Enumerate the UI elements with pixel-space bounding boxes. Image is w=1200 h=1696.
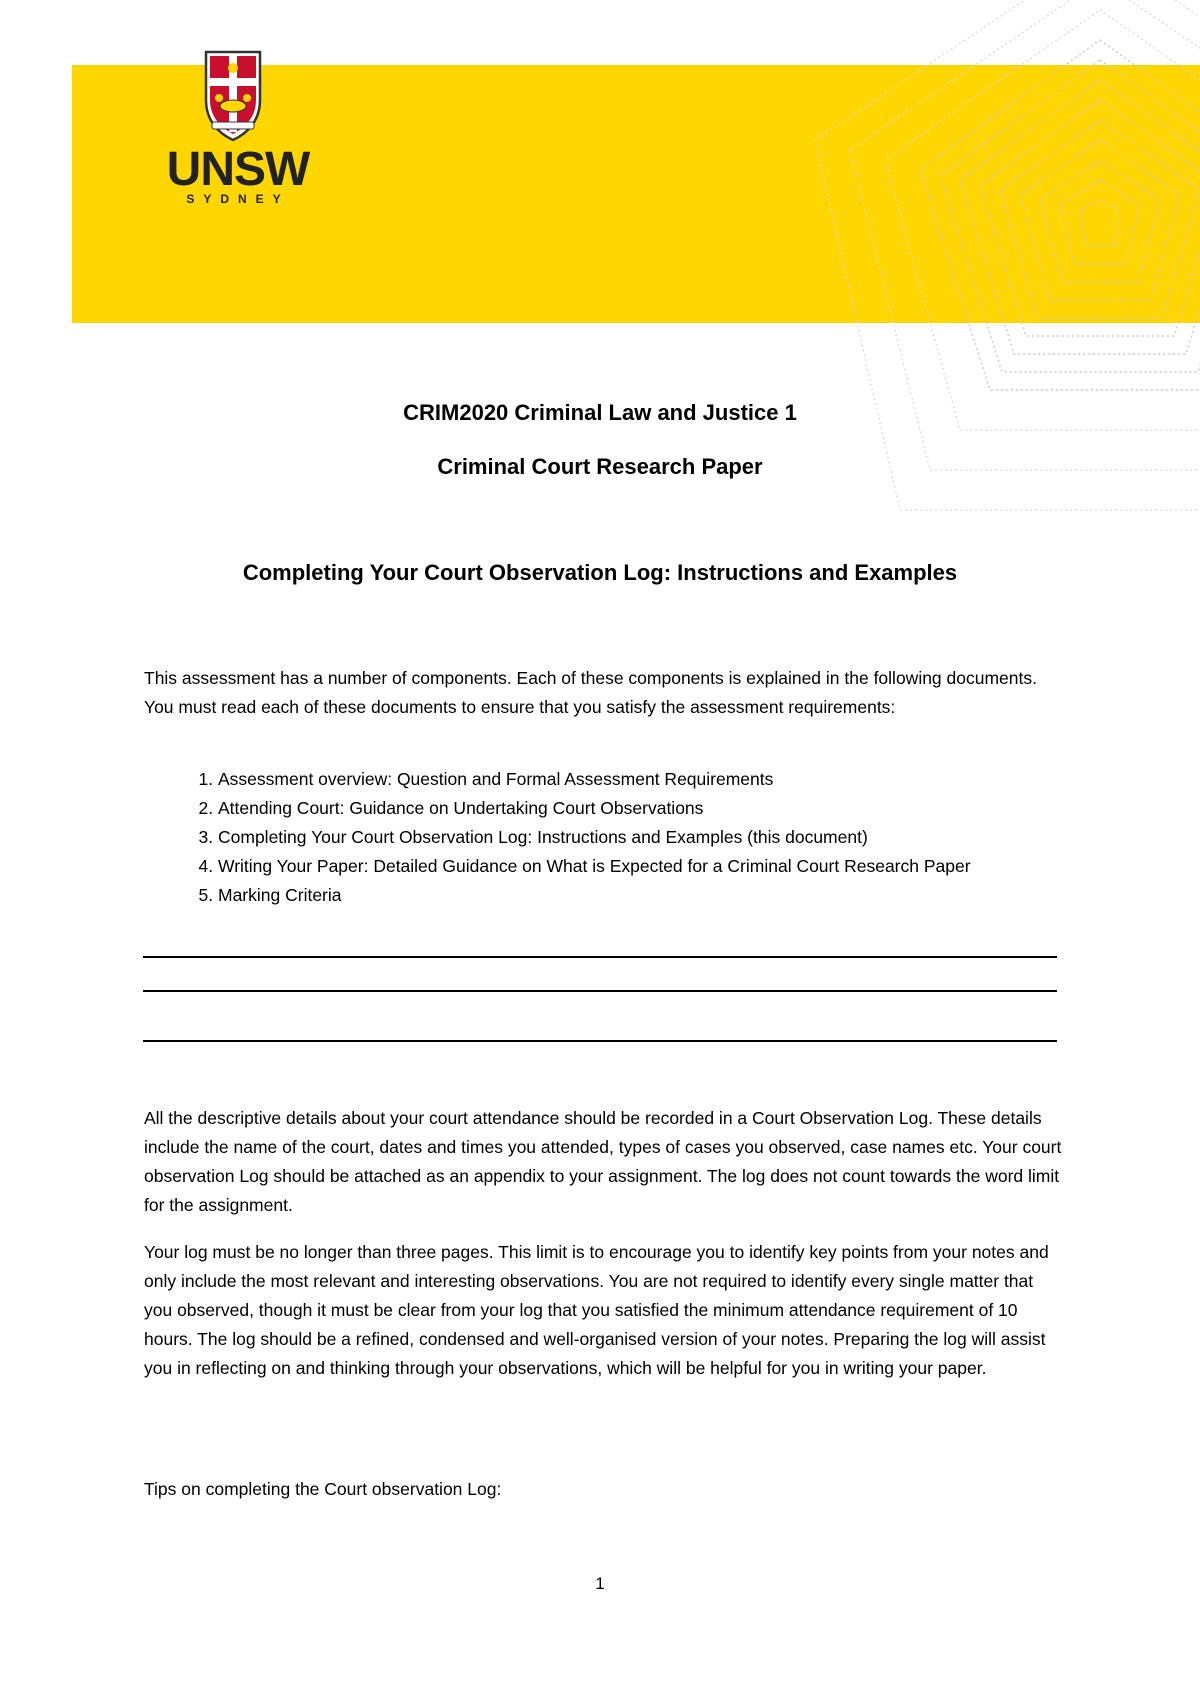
tips-heading: Tips on completing the Court observation Log: [144,1479,502,1499]
crest-icon [202,48,264,144]
list-item: 5. Marking Criteria [218,881,1138,910]
decorative-pattern [740,0,1200,520]
university-wordmark: UNSW [166,143,310,196]
list-item: 1. Assessment overview: Question and Formal Assessment Requirements [218,765,1138,794]
course-title: CRIM2020 Criminal Law and Justice 1 [403,400,797,425]
paragraph: Your log must be no longer than three pages. This limit is to encourage you to identify key points from your notes and only include the most relevant and interesting observations. You are not required to identify every single matter that you observed, though it must be clear from your log that you satisfied the minimum attendance requirement of 10 hours. The log should be a refined, condensed and well-organised version of your notes. Preparing the log will assist you in reflecting on and thinking through your observations, which will be helpful for you in writing your paper. [144,1242,1049,1378]
divider-line [143,956,1057,958]
page-number: 1 [595,1574,605,1593]
body-paragraphs [144,1104,1064,1401]
unsw-logo [150,48,320,208]
divider-line [143,1040,1057,1042]
components-list [144,765,1138,910]
intro-text: This assessment has a number of components. Each of these components is explained in the following documents. You must read each of these documents to ensure that you satisfy the assessment requirements: [144,668,1037,717]
list-item: 4. Writing Your Paper: Detailed Guidance on What is Expected for a Criminal Court Research Paper [218,852,1138,881]
paragraph: All the descriptive details about your court attendance should be recorded in a Court Observation Log. These details include the name of the court, dates and times you attended, types of cases you observed, case names etc. Your court observation Log should be attached as an appendix to your assignment. The log does not count towards the word limit for the assignment. [144,1108,1062,1215]
paper-title: Criminal Court Research Paper [437,454,763,479]
intro-paragraph [144,664,1064,740]
university-location: SYDNEY [186,192,290,206]
divider-line [143,990,1057,992]
list-item: 2. Attending Court: Guidance on Undertaking Court Observations [218,794,1138,823]
list-item: 3. Completing Your Court Observation Log: Instructions and Examples (this document) [218,823,1138,852]
document-title: Completing Your Court Observation Log: Instructions and Examples [242,560,958,585]
